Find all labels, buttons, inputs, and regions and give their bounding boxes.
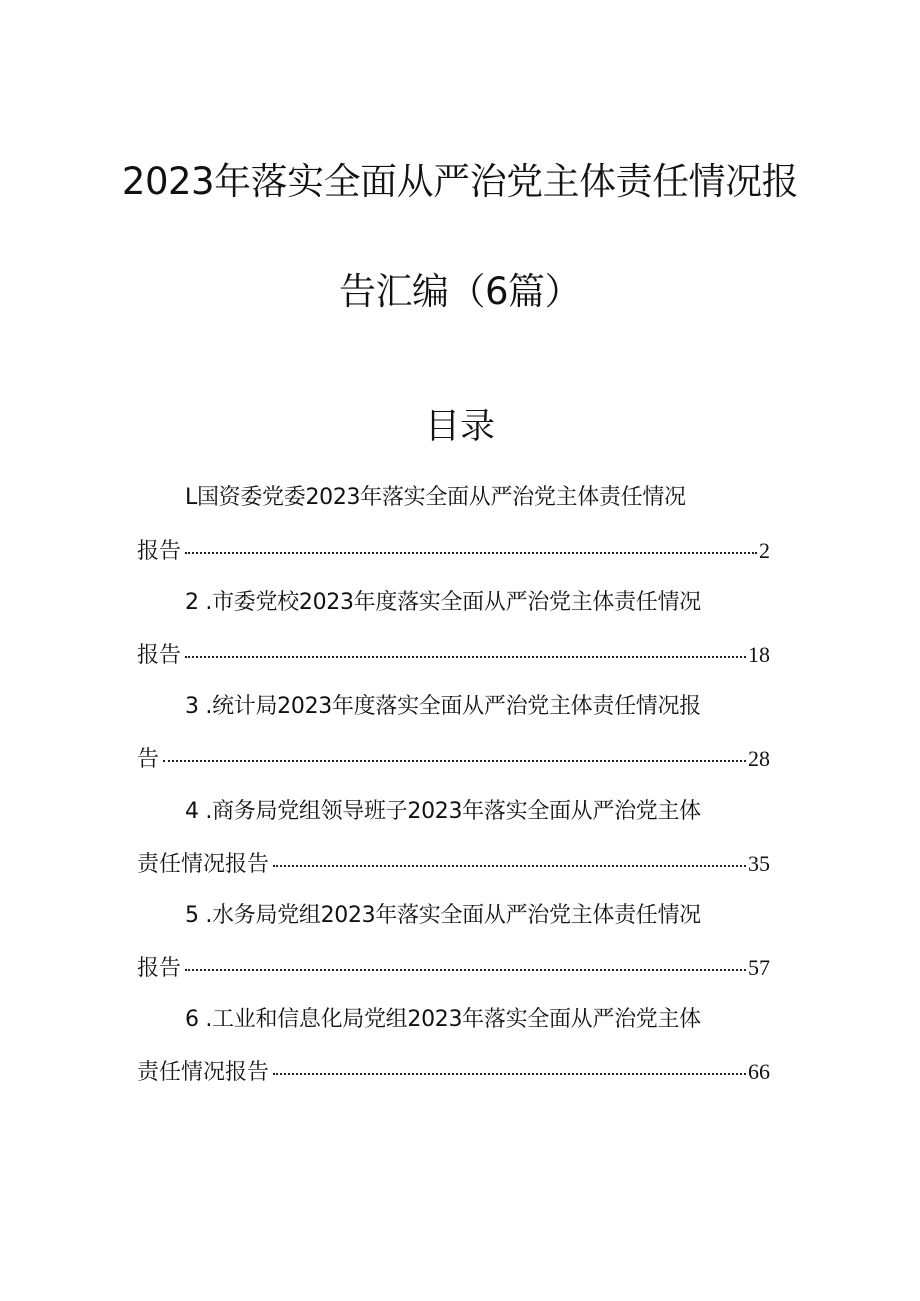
toc-entry-3-leader: [163, 759, 746, 762]
toc-entry-5-title: 5 .水务局党组2023年落实全面从严治党主体责任情况: [185, 903, 701, 928]
toc-entry-5-link[interactable]: [137, 953, 770, 983]
toc-heading: 目录: [424, 407, 495, 447]
toc-entry-4-page: 35: [748, 851, 770, 876]
toc-entry-2-page: 18: [748, 642, 770, 667]
toc-entry-5-leader: [185, 968, 746, 971]
toc-entry-6-title-cont: 责任情况报告: [137, 1060, 270, 1085]
toc-entry-6-page: 66: [748, 1059, 770, 1084]
toc-entry-3-link[interactable]: [137, 744, 770, 774]
toc-entry-4-leader: [273, 864, 746, 867]
toc-entry-2-title-cont: 报告: [137, 643, 182, 668]
toc-entry-6-leader: [273, 1072, 746, 1075]
toc-entry-2-link[interactable]: [137, 640, 770, 670]
toc-entry-4-title-cont: 责任情况报告: [137, 852, 270, 877]
toc-entry-1-title-cont: 报告: [137, 539, 182, 564]
toc-entry-5-page: 57: [748, 955, 770, 980]
toc-entry-6-title: 6 .工业和信息化局党组2023年落实全面从严治党主体: [185, 1007, 701, 1032]
toc-entry-2-title: 2 .市委党校2023年度落实全面从严治党主体责任情况: [185, 590, 701, 615]
toc-entry-5-title-cont: 报告: [137, 956, 182, 981]
toc-entry-4-link[interactable]: [137, 849, 770, 879]
toc-entry-3-title: 3 .统计局2023年度落实全面从严治党主体责任情况报: [185, 694, 701, 719]
toc-entry-3-page: 28: [748, 746, 770, 771]
toc-entry-1-page: 2: [759, 538, 770, 563]
toc-entry-1-link[interactable]: [137, 536, 770, 566]
toc-entry-6-link[interactable]: [137, 1057, 770, 1087]
document-title-line-2: 告汇编（6篇）: [338, 270, 582, 313]
toc-entry-3-title-cont: 告: [137, 747, 160, 772]
toc-entry-4-title: 4 .商务局党组领导班子2023年落实全面从严治党主体: [185, 799, 701, 824]
toc-entry-2-leader: [185, 655, 746, 658]
toc-entry-1-leader: [185, 551, 757, 554]
toc-entry-1-title: L国资委党委2023年落实全面从严治党主体责任情况: [185, 485, 686, 510]
document-title-line-1: 2023年落实全面从严治党主体责任情况报: [121, 160, 799, 203]
